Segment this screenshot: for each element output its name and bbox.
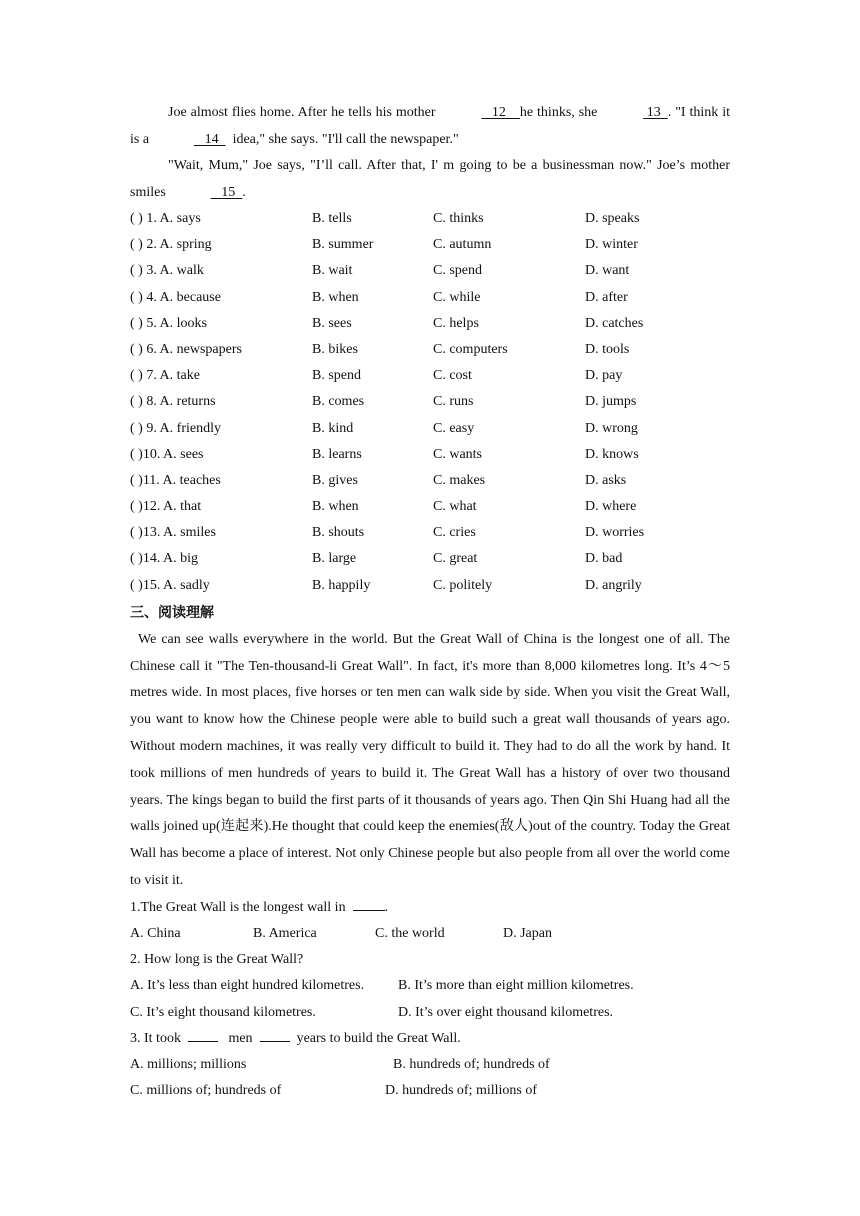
reading-question-2-options-cd	[130, 1000, 730, 1026]
option-b: B. hundreds of; hundreds of	[393, 1056, 550, 1072]
question-stem-option-a: ( )15. A. sadly	[130, 577, 210, 593]
option-b: B. when	[312, 289, 359, 305]
choice-question-row	[130, 468, 730, 494]
reading-passage: We can see walls everywhere in the world. But the Great Wall of China is the longest one of all. The Chinese call it "The Ten-thousand-li Great Wall". In fact, it's more than 8,000 kilometres long. It’s 4～5 metres wide. In most places, five horses or ten men can walk side by side. When you visit the Great Wall, you want to know how the Chinese people were able to build such a great wall thousands of years ago. Without modern machines, it was really very difficult to build it. They had to do all the work by hand. It took millions of men hundreds of years to build it. The Great Wall has a history of over two thousand years. The kings began to build the first parts of it thousands of years ago. Then Qin Shi Huang had all the walls joined up(连起来).He thought that could keep the enemies(敌人)out of the country. Today the Great Wall has become a place of interest. Not only Chinese people but also people from all over the world come to visit it.	[130, 631, 730, 888]
option-a: A. China	[130, 925, 181, 941]
option-d: D. catches	[585, 315, 644, 331]
option-b: B. happily	[312, 577, 371, 593]
choice-question-row	[130, 206, 730, 232]
choice-question-row	[130, 363, 730, 389]
choice-question-row	[130, 232, 730, 258]
option-c: C. runs	[433, 394, 474, 410]
option-b: B. large	[312, 551, 357, 567]
question-stem-option-a: ( ) 2. A. spring	[130, 237, 212, 253]
choice-question-row	[130, 546, 730, 572]
option-d: D. want	[585, 263, 630, 279]
option-c: C. what	[433, 499, 477, 515]
option-c: C. millions of; hundreds of	[130, 1083, 282, 1099]
option-b: B. bikes	[312, 341, 358, 357]
option-b: B. tells	[312, 211, 352, 226]
choice-question-row	[130, 442, 730, 468]
option-b: B. America	[253, 925, 317, 941]
option-d: D. Japan	[503, 925, 552, 941]
question-stem-option-a: ( ) 6. A. newspapers	[130, 341, 242, 357]
option-c: C. cries	[433, 525, 476, 541]
option-a: A. millions; millions	[130, 1056, 247, 1072]
option-d: D. speaks	[585, 211, 640, 226]
option-d: D. wrong	[585, 420, 638, 436]
option-b: B. comes	[312, 394, 365, 410]
question-stem-option-a: ( ) 9. A. friendly	[130, 420, 221, 436]
cloze-text: "Wait, Mum," Joe says, "I’ll call. After that, I' m going to be a businessman now." Joe’s mother smiles	[130, 158, 730, 200]
option-c: C. easy	[433, 420, 475, 436]
reading-question-1-options	[130, 921, 730, 947]
option-b: B. shouts	[312, 525, 365, 541]
option-c: C. while	[433, 289, 481, 305]
question-stem-option-a: ( ) 3. A. walk	[130, 263, 204, 279]
blank-12: 12	[491, 105, 506, 120]
choice-question-row	[130, 520, 730, 546]
choice-question-row	[130, 416, 730, 442]
cloze-text: idea," she says. "I'll call the newspaper."	[232, 131, 459, 147]
option-c: C. thinks	[433, 211, 484, 226]
option-b: B. It’s more than eight million kilometres.	[398, 978, 634, 994]
option-d: D. It’s over eight thousand kilometres.	[398, 1004, 614, 1020]
reading-question-1: 1.The Great Wall is the longest wall in .	[130, 895, 730, 921]
option-c: C. makes	[433, 472, 486, 488]
reading-question-2-options-ab	[130, 973, 730, 999]
option-c: C. the world	[375, 925, 445, 941]
option-b: B. kind	[312, 420, 354, 436]
blank-14: 14	[204, 131, 219, 147]
option-d: D. bad	[585, 551, 623, 567]
answer-blank	[260, 1027, 290, 1042]
option-d: D. after	[585, 289, 628, 305]
option-c: C. spend	[433, 263, 482, 279]
option-c: C. wants	[433, 446, 482, 462]
question-stem-option-a: ( )14. A. big	[130, 551, 199, 567]
option-d: D. hundreds of; millions of	[385, 1083, 538, 1099]
option-d: D. tools	[585, 341, 630, 357]
question-stem-option-a: ( )11. A. teaches	[130, 472, 221, 488]
answer-blank	[353, 896, 385, 911]
option-d: D. winter	[585, 237, 638, 253]
choice-question-row	[130, 311, 730, 337]
option-b: B. sees	[312, 315, 352, 331]
option-d: D. worries	[585, 525, 645, 541]
question-stem-option-a: ( ) 7. A. take	[130, 368, 200, 384]
choice-question-row	[130, 285, 730, 311]
question-stem-option-a: ( ) 8. A. returns	[130, 394, 216, 410]
choice-question-row	[130, 337, 730, 363]
choice-question-list	[130, 206, 730, 599]
cloze-paragraph-2	[130, 153, 730, 206]
option-d: D. asks	[585, 472, 627, 488]
blank-13: 13	[646, 105, 661, 120]
worksheet-page	[130, 100, 730, 1104]
cloze-text: he thinks, she	[519, 105, 598, 120]
choice-question-row	[130, 389, 730, 415]
reading-question-3: 3. It took men years to build the Great Wall.	[130, 1026, 730, 1052]
option-c: C. great	[433, 551, 478, 567]
option-a: A. It’s less than eight hundred kilometres.	[130, 978, 365, 994]
choice-question-row	[130, 258, 730, 284]
cloze-text: . "I think it is a	[130, 105, 730, 147]
question-stem-option-a: ( )13. A. smiles	[130, 525, 216, 541]
option-b: B. learns	[312, 446, 362, 462]
option-b: B. summer	[312, 237, 374, 253]
choice-question-row	[130, 573, 730, 599]
cloze-paragraph-1	[130, 100, 730, 153]
option-c: C. It’s eight thousand kilometres.	[130, 1004, 316, 1020]
blank-15: 15	[221, 184, 236, 200]
option-d: D. where	[585, 499, 637, 515]
option-b: B. wait	[312, 263, 353, 279]
reading-question-3-options-ab	[130, 1052, 730, 1078]
option-c: C. computers	[433, 341, 508, 357]
question-stem-option-a: ( ) 5. A. looks	[130, 315, 207, 331]
option-c: C. cost	[433, 368, 472, 384]
section-heading: 三、阅读理解	[130, 604, 214, 621]
cloze-text: Joe almost flies home. After he tells his mother	[168, 105, 436, 120]
cloze-text: .	[242, 184, 246, 200]
question-stem-option-a: ( ) 1. A. says	[130, 211, 201, 226]
option-d: D. pay	[585, 368, 623, 384]
option-d: D. angrily	[585, 577, 642, 593]
option-d: D. jumps	[585, 394, 637, 410]
choice-question-row	[130, 494, 730, 520]
option-c: C. politely	[433, 577, 493, 593]
reading-question-3-options-cd	[130, 1078, 730, 1104]
option-b: B. when	[312, 499, 359, 515]
reading-question-2: 2. How long is the Great Wall?	[130, 952, 304, 968]
question-stem-option-a: ( )10. A. sees	[130, 446, 204, 462]
option-b: B. spend	[312, 368, 361, 384]
option-c: C. helps	[433, 315, 479, 331]
answer-blank	[188, 1027, 218, 1042]
option-b: B. gives	[312, 472, 358, 488]
question-stem-option-a: ( ) 4. A. because	[130, 289, 221, 305]
question-stem-option-a: ( )12. A. that	[130, 499, 202, 515]
option-d: D. knows	[585, 446, 639, 462]
option-c: C. autumn	[433, 237, 492, 253]
